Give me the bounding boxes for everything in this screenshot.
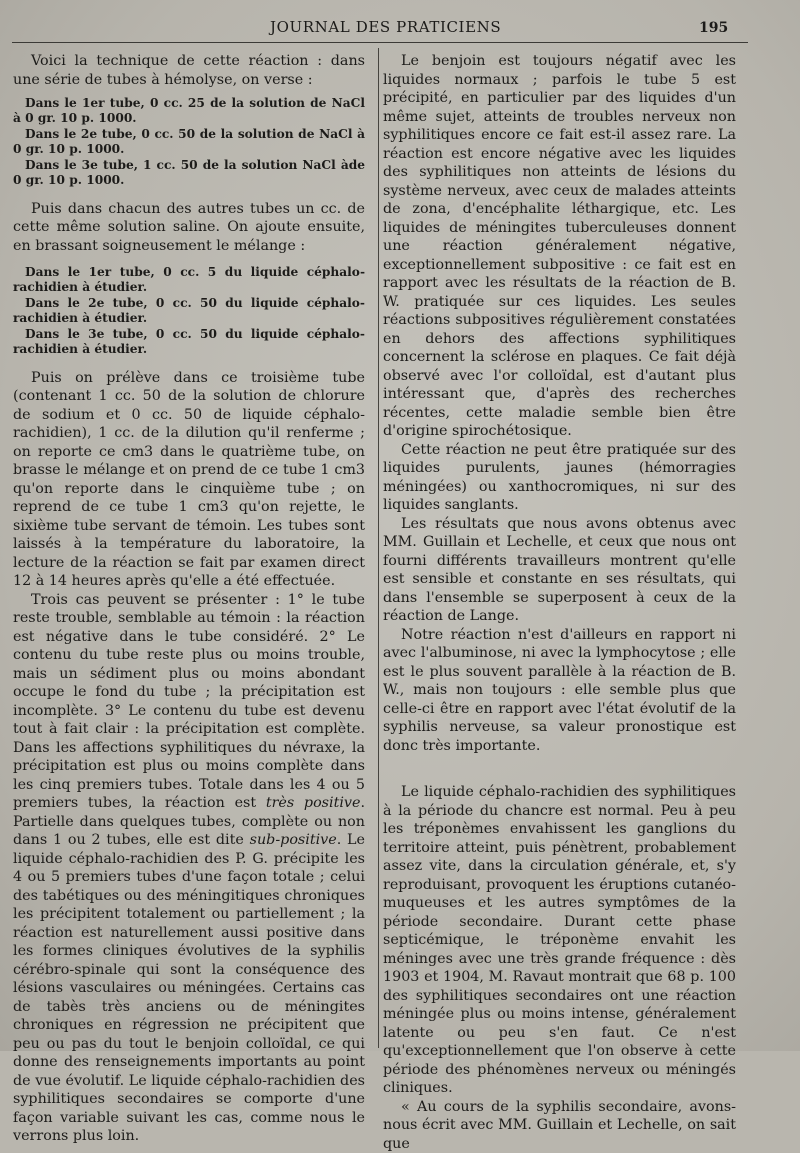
list-item: Dans le 2e tube, 0 cc. 50 du liquide céphalo-rachidien à étudier. — [13, 296, 365, 325]
list-item: Dans le 1er tube, 0 cc. 5 du liquide céphalo-rachidien à étudier. — [13, 265, 365, 294]
list-item: Dans le 3e tube, 0 cc. 50 du liquide céphalo-rachidien à étudier. — [13, 327, 365, 356]
journal-title: JOURNAL DES PRATICIENS — [270, 18, 501, 36]
paragraph: Cette réaction ne peut être pratiquée sur des liquides purulents, jaunes (hémorragies méningées) ou xanthocromiques, ni sur des liquides sanglants. — [383, 441, 736, 515]
paragraph: Trois cas peuvent se présenter : 1° le tube reste trouble, semblable au témoin : la réaction est négative dans le tube considéré. 2° Le contenu du tube reste plus ou moins trouble, mais un sédiment plus ou moins abondant occupe le fond du tube ; la précipitation est incomplète. 3° Le contenu du tube est devenu tout à fait clair : la précipitation est complète. Dans les affections syphilitiques du névraxe, la précipitation est plus ou moins complète dans les cinq premiers tubes. Totale dans les 4 ou 5 premiers tubes, la réaction est très positive. Partielle dans quelques tubes, complète ou non dans 1 ou 2 tubes, elle est dite sub-positive. Le liquide céphalo-rachidien des P. G. précipite les 4 ou 5 premiers tubes d'une façon totale ; celui des tabétiques ou des méningitiques chroniques les précipitent totalement ou partiellement ; la réaction est naturellement aussi positive dans les formes cliniques évolutives de la syphilis cérébro-spinale qui sont la conséquence des lésions vasculaires ou méningées. Certains cas de tabès très anciens ou de méningites chroniques en régression ne précipitent que peu ou pas du tout le benjoin colloïdal, ce qui donne des renseignements importants au point de vue évolutif. Le liquide céphalo-rachidien des syphilitiques secondaires se comporte d'une façon variable suivant les cas, comme nous le verrons plus loin. — [13, 591, 365, 1146]
paragraph: Le liquide céphalo-rachidien des syphilitiques à la période du chancre est normal. Peu à peu les tréponèmes envahissent les ganglions du territoire atteint, puis pénètrent, probablement assez vite, dans la circulation générale, et, s'y reproduisant, provoquent les éruptions cutanéo-muqueuses et les autres symptômes de la période secondaire. Durant cette phase septicémique, le tréponème envahit les méninges avec une très grande fréquence : dès 1903 et 1904, M. Ravaut montrait que 68 p. 100 des syphilitiques secondaires ont une réaction méningée plus ou moins intense, généralement latente ou peu s'en faut. Ce n'est qu'exceptionnellement que l'on observe à cette période des phénomènes nerveux ou méningés cliniques. — [383, 783, 736, 1098]
paragraph: Les résultats que nous avons obtenus avec MM. Guillain et Lechelle, et ceux que nous ont fourni différents travailleurs montrent qu'elle est sensible et constante en ses résultats, qui dans l'ensemble se superposent à ceux de la réaction de Lange. — [383, 515, 736, 626]
emphasis-subpositive: sub-positive — [250, 832, 337, 848]
right-column — [383, 52, 736, 1153]
list-item: Dans le 1er tube, 0 cc. 25 de la solution de NaCl à 0 gr. 10 p. 1000. — [13, 96, 365, 125]
column-divider — [378, 48, 379, 1048]
paragraph: Puis dans chacun des autres tubes un cc. de cette même solution saline. On ajoute ensuite, en brassant soigneusement le mélange : — [13, 200, 365, 256]
paragraph: Le benjoin est toujours négatif avec les liquides normaux ; parfois le tube 5 est précipité, en particulier par des liquides d'un même sujet, atteints de troubles nerveux non syphilitiques encore ce fait est-il assez rare. La réaction est encore négative avec les liquides des syphilitiques non atteints de lésions du système nerveux, avec ceux de malades atteints de zona, d'encéphalite léthargique, etc. Les liquides de méningites tuberculeuses donnent une réaction généralement négative, exceptionnellement subpositive : ce fait est en rapport avec les résultats de la réaction de B. W. pratiquée sur ces liquides. Les seules réactions subpositives régulièrement constatées en dehors des affections syphilitiques concernent la sclérose en plaques. Ce fait déjà observé avec l'or colloïdal, est d'autant plus intéressant que, d'après des recherches récentes, cette maladie semble bien être d'origine spirochétosique. — [383, 52, 736, 441]
page-number: 195 — [699, 20, 728, 36]
header-rule — [12, 42, 748, 43]
left-column — [13, 52, 365, 1146]
page-header — [0, 16, 800, 40]
emphasis-positive: très positive — [266, 795, 361, 811]
paragraph: « Au cours de la syphilis secondaire, avons-nous écrit avec MM. Guillain et Lechelle, on sait que — [383, 1098, 736, 1153]
list-item: Dans le 3e tube, 1 cc. 50 de la solution NaCl àde 0 gr. 10 p. 1000. — [13, 158, 365, 187]
paragraph: Notre réaction n'est d'ailleurs en rapport ni avec l'albuminose, ni avec la lymphocytose ; elle est le plus souvent parallèle à la réaction de B. W., mais non toujours : elle semble plus que celle-ci être en rapport avec l'état évolutif de la syphilis nerveuse, sa valeur pronostique est donc très importante. — [383, 626, 736, 756]
paragraph: Voici la technique de cette réaction : dans une série de tubes à hémolyse, on verse : — [13, 52, 365, 89]
list-item: Dans le 2e tube, 0 cc. 50 de la solution de NaCl à 0 gr. 10 p. 1000. — [13, 127, 365, 156]
paragraph: Puis on prélève dans ce troisième tube (contenant 1 cc. 50 de la solution de chlorure de sodium et 0 cc. 50 de liquide céphalo-rachidien), 1 cc. de la dilution qu'il renferme ; on reporte ce cm3 dans le quatrième tube, on brasse le mélange et on prend de ce tube 1 cm3 qu'on reporte dans le cinquième tube ; on reprend de ce tube 1 cm3 qu'on rejette, le sixième tube servant de témoin. Les tubes sont laissés à la température du laboratoire, la lecture de la réaction se fait par examen direct 12 à 14 heures après qu'elle a été effectuée. — [13, 369, 365, 591]
